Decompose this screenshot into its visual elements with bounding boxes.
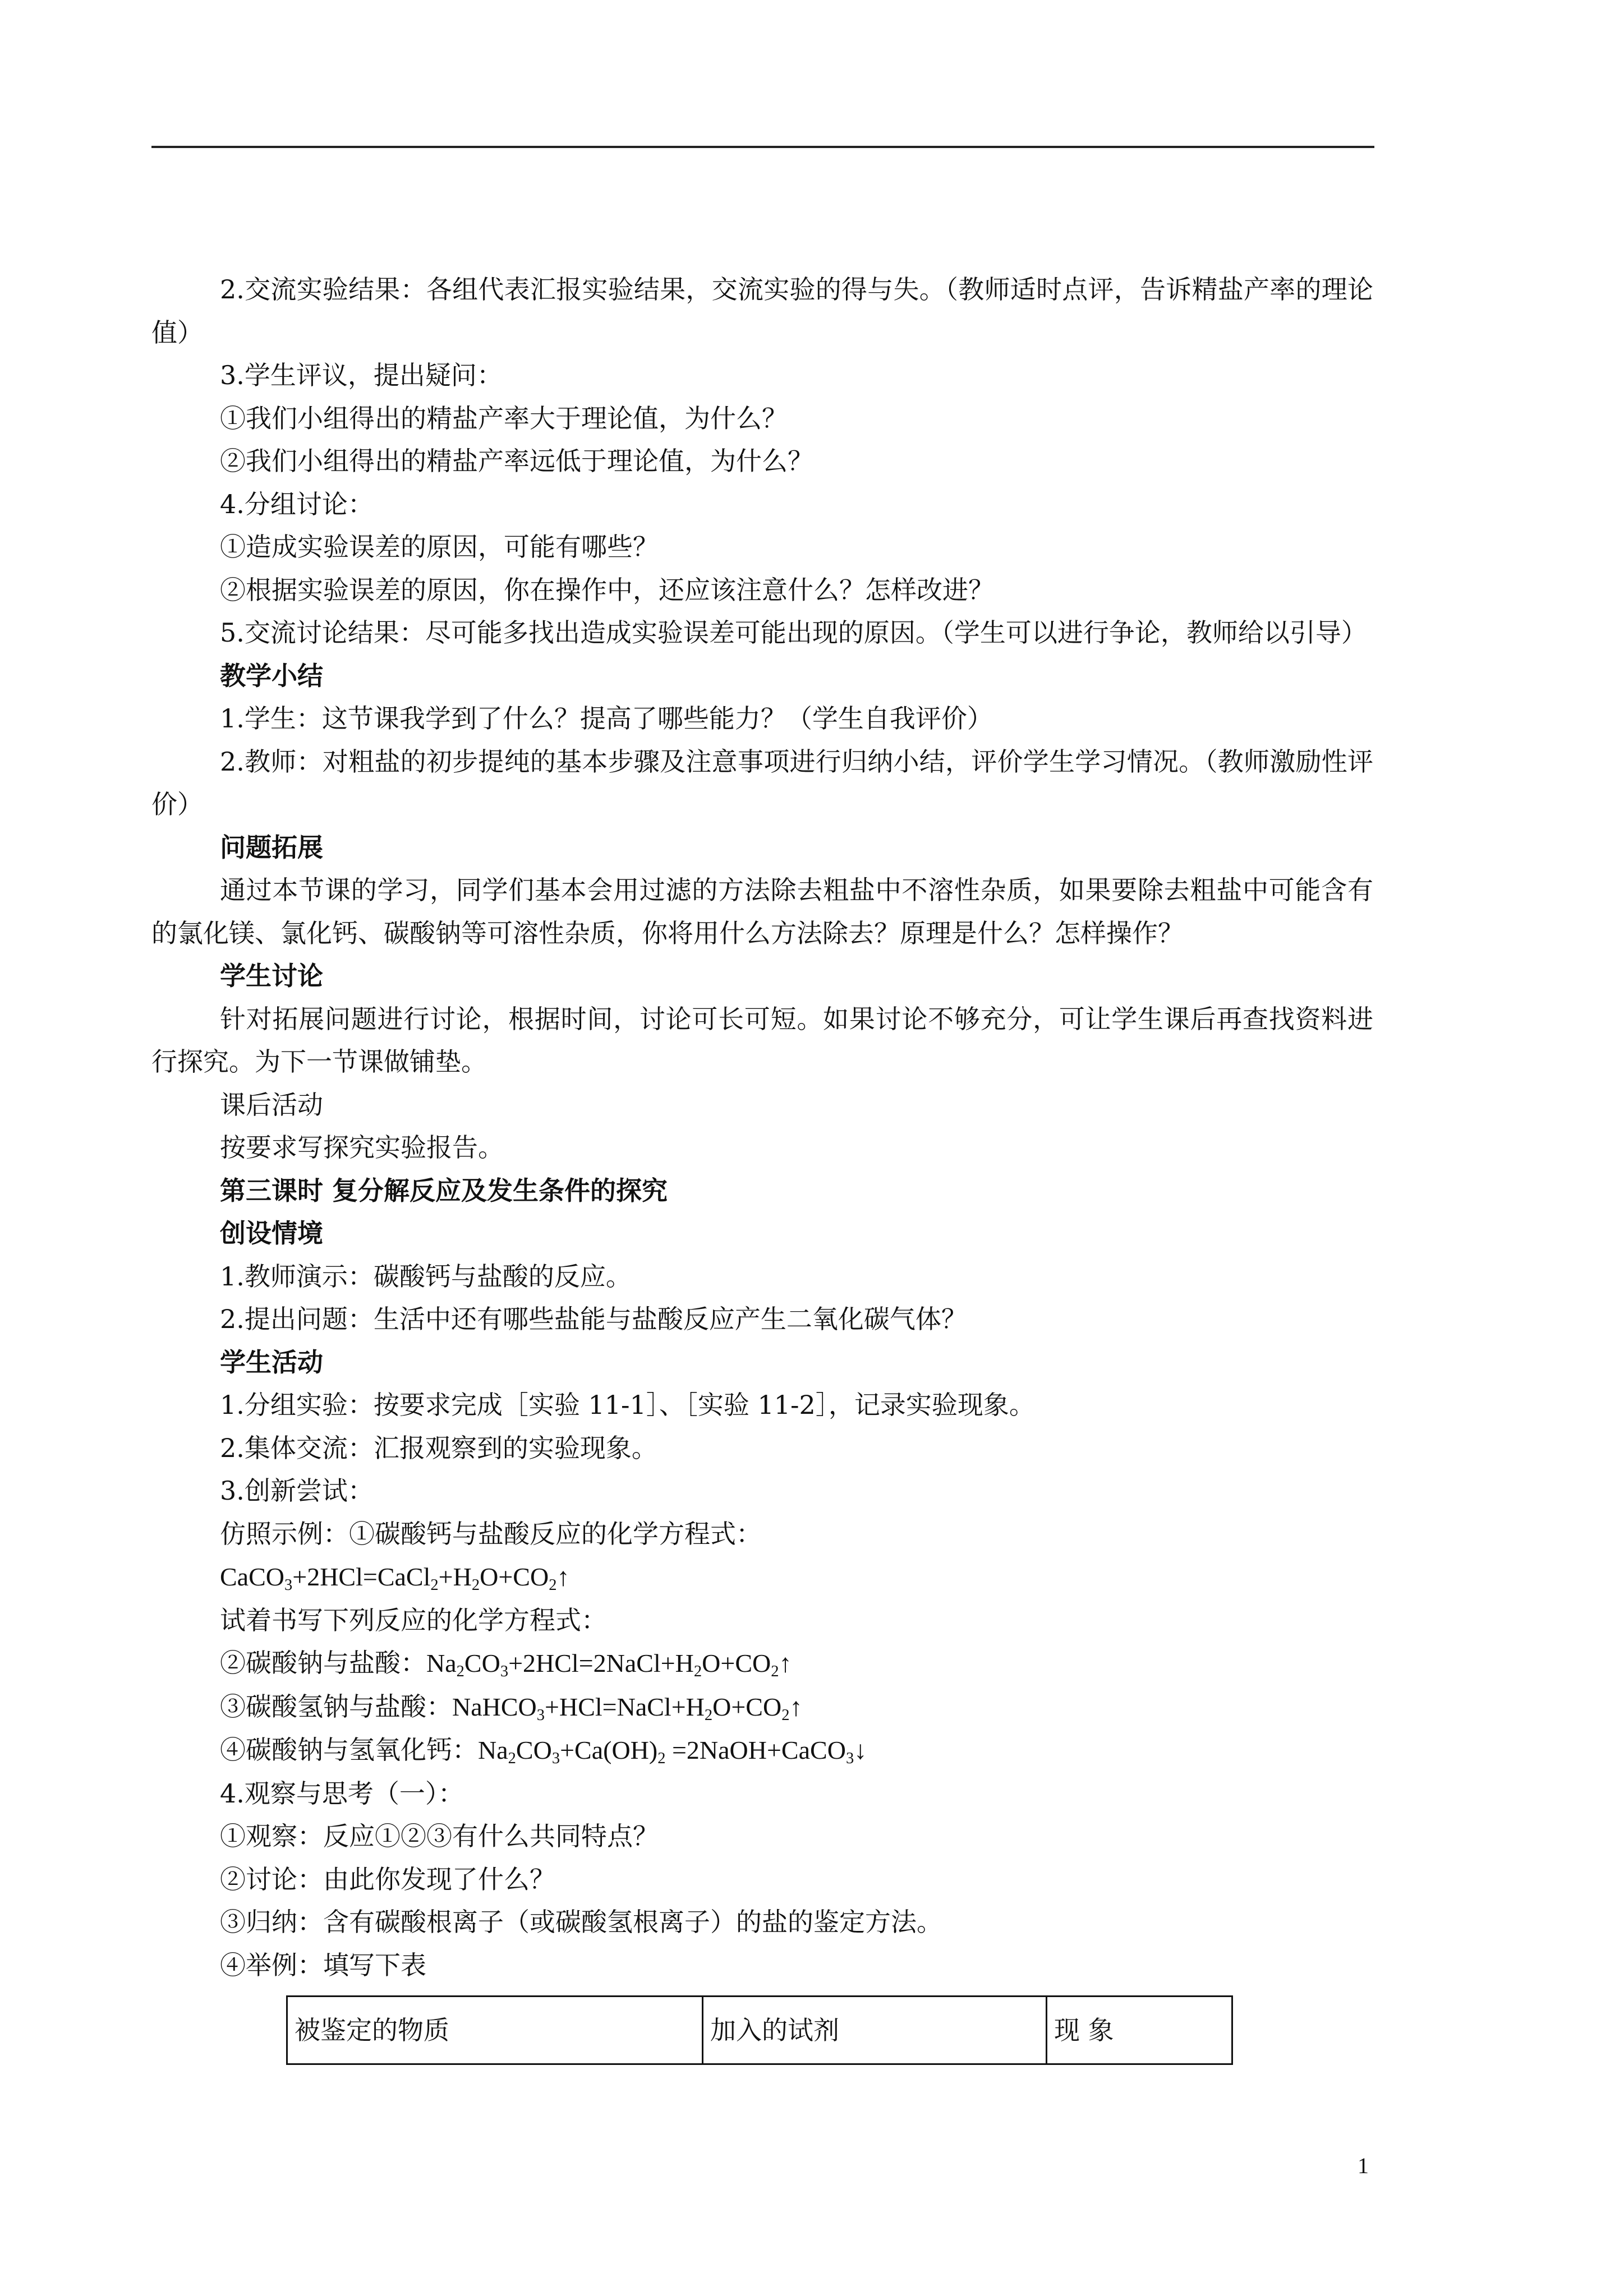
formula-text: CO xyxy=(516,1736,552,1764)
formula-text: +Ca(OH) xyxy=(560,1736,658,1764)
formula-text: CO xyxy=(464,1649,500,1677)
formula-text: ↑ xyxy=(789,1692,803,1721)
paragraph: ③归纳：含有碳酸根离子（或碳酸氢根离子）的盐的鉴定方法。 xyxy=(220,1907,942,1937)
equation-caco3-formula xyxy=(220,1562,570,1594)
table-header-substance: 被鉴定的物质 xyxy=(287,1997,703,2064)
header-rule xyxy=(151,146,1374,148)
paragraph: 仿照示例：①碳酸钙与盐酸反应的化学方程式： xyxy=(220,1518,762,1549)
formula-text: CaCO xyxy=(220,1562,284,1591)
document-body xyxy=(151,268,1373,2065)
table-header-reagent: 加入的试剂 xyxy=(703,1997,1047,2064)
formula-subscript: 2 xyxy=(693,1662,702,1680)
equation-caoh2-formula xyxy=(478,1736,867,1767)
paragraph: 5.交流讨论结果：尽可能多找出造成实验误差可能出现的原因。（学生可以进行争论，教师给以引导） xyxy=(220,617,1367,648)
equation-nahco3-label: ③碳酸氢钠与盐酸： xyxy=(220,1691,452,1722)
equation-caco3 xyxy=(151,1555,1373,1599)
paragraph: 2.教师：对粗盐的初步提纯的基本步骤及注意事项进行归纳小结，评价学生学习情况。（教师激励性评价） xyxy=(151,746,1373,819)
formula-text: ↓ xyxy=(854,1736,867,1764)
formula-text: =2NaOH+CaCO xyxy=(665,1736,846,1764)
formula-subscript: 2 xyxy=(430,1576,439,1594)
paragraph: 2.交流实验结果：各组代表汇报实验结果，交流实验的得与失。（教师适时点评，告诉精盐产率的理论值） xyxy=(151,274,1373,348)
paragraph: 通过本节课的学习，同学们基本会用过滤的方法除去粗盐中不溶性杂质，如果要除去粗盐中可能含有的氯化镁、氯化钙、碳酸钠等可溶性杂质，你将用什么方法除去？原理是什么？怎样操作？ xyxy=(151,875,1373,948)
paragraph: ②讨论：由此你发现了什么？ xyxy=(220,1864,555,1894)
equation-na2co3-formula xyxy=(426,1649,792,1680)
paragraph: 2.集体交流：汇报观察到的实验现象。 xyxy=(220,1432,657,1463)
paragraph: 3.学生评议，提出疑问： xyxy=(220,360,503,390)
paragraph: 4.观察与思考（一）： xyxy=(220,1778,464,1809)
paragraph: 2.提出问题：生活中还有哪些盐能与盐酸反应产生二氧化碳气体？ xyxy=(220,1304,967,1334)
equation-intro: 试着书写下列反应的化学方程式： xyxy=(220,1605,607,1635)
formula-subscript: 2 xyxy=(781,1706,790,1724)
paragraph: 1.学生：这节课我学到了什么？提高了哪些能力？（学生自我评价） xyxy=(220,703,993,734)
table-header-phenomenon: 现 象 xyxy=(1047,1997,1232,2064)
table-header-row xyxy=(287,1997,1232,2064)
text-blocks xyxy=(151,268,1373,1555)
formula-text: Na xyxy=(426,1649,457,1677)
formula-subscript: 2 xyxy=(771,1662,779,1680)
formula-text: ↑ xyxy=(556,1562,570,1591)
formula-text: Na xyxy=(478,1736,508,1764)
formula-text: O+CO xyxy=(702,1649,771,1677)
formula-subscript: 3 xyxy=(551,1749,560,1767)
paragraph: 课后活动 xyxy=(220,1089,323,1120)
paragraph: ①我们小组得出的精盐产率大于理论值，为什么？ xyxy=(220,403,788,434)
formula-subscript: 2 xyxy=(657,1749,666,1767)
text-blocks-tail xyxy=(151,1772,1373,1987)
paragraph: ②根据实验误差的原因，你在操作中，还应该注意什么？怎样改进？ xyxy=(220,574,994,605)
formula-text: +2HCl=CaCl xyxy=(292,1562,431,1591)
section-heading: 学生讨论 xyxy=(220,961,323,991)
formula-text: +2HCl=2NaCl+H xyxy=(508,1649,694,1677)
formula-text: NaHCO xyxy=(452,1692,537,1721)
formula-subscript: 2 xyxy=(456,1662,464,1680)
paragraph: 3.创新尝试： xyxy=(220,1476,374,1506)
equation-caoh2 xyxy=(151,1728,1373,1772)
equation-caoh2-label: ④碳酸钠与氢氧化钙： xyxy=(220,1735,478,1765)
paragraph: 按要求写探究实验报告。 xyxy=(220,1132,504,1163)
formula-text: O+CO xyxy=(712,1692,782,1721)
formula-subscript: 2 xyxy=(471,1576,480,1594)
formula-subscript: 3 xyxy=(284,1576,293,1594)
paragraph: 针对拓展问题进行讨论，根据时间，讨论可长可短。如果讨论不够充分，可让学生课后再查找资料进行探究。为下一节课做铺垫。 xyxy=(151,1003,1373,1077)
formula-text: O+CO xyxy=(480,1562,549,1591)
formula-subscript: 2 xyxy=(508,1749,516,1767)
equation-na2co3 xyxy=(151,1642,1373,1685)
section-heading: 第三课时 复分解反应及发生条件的探究 xyxy=(220,1175,668,1206)
paragraph: 4.分组讨论： xyxy=(220,488,374,519)
identification-table xyxy=(286,1995,1233,2065)
paragraph: 1.教师演示：碳酸钙与盐酸的反应。 xyxy=(220,1261,632,1292)
formula-subscript: 3 xyxy=(500,1662,509,1680)
formula-subscript: 3 xyxy=(845,1749,854,1767)
formula-subscript: 3 xyxy=(536,1706,545,1724)
section-heading: 教学小结 xyxy=(220,660,323,691)
paragraph: ②我们小组得出的精盐产率远低于理论值，为什么？ xyxy=(220,446,813,476)
paragraph: ①造成实验误差的原因，可能有哪些？ xyxy=(220,532,659,562)
section-heading: 学生活动 xyxy=(220,1347,323,1377)
equation-nahco3-formula xyxy=(452,1692,803,1724)
paragraph: ④举例：填写下表 xyxy=(220,1949,426,1980)
formula-text: +HCl=NaCl+H xyxy=(545,1692,705,1721)
formula-text: ↑ xyxy=(779,1649,792,1677)
formula-text: +H xyxy=(438,1562,472,1591)
paragraph: 1.分组实验：按要求完成［实验 11-1］、［实验 11-2］，记录实验现象。 xyxy=(220,1390,1035,1420)
section-heading: 创设情境 xyxy=(220,1218,323,1248)
equation-nahco3 xyxy=(151,1685,1373,1729)
equation-na2co3-label: ②碳酸钠与盐酸： xyxy=(220,1648,426,1678)
formula-subscript: 2 xyxy=(549,1576,557,1594)
section-heading: 问题拓展 xyxy=(220,832,323,863)
formula-subscript: 2 xyxy=(704,1706,713,1724)
paragraph: ①观察：反应①②③有什么共同特点？ xyxy=(220,1821,659,1851)
page-number: 1 xyxy=(1358,2153,1369,2178)
